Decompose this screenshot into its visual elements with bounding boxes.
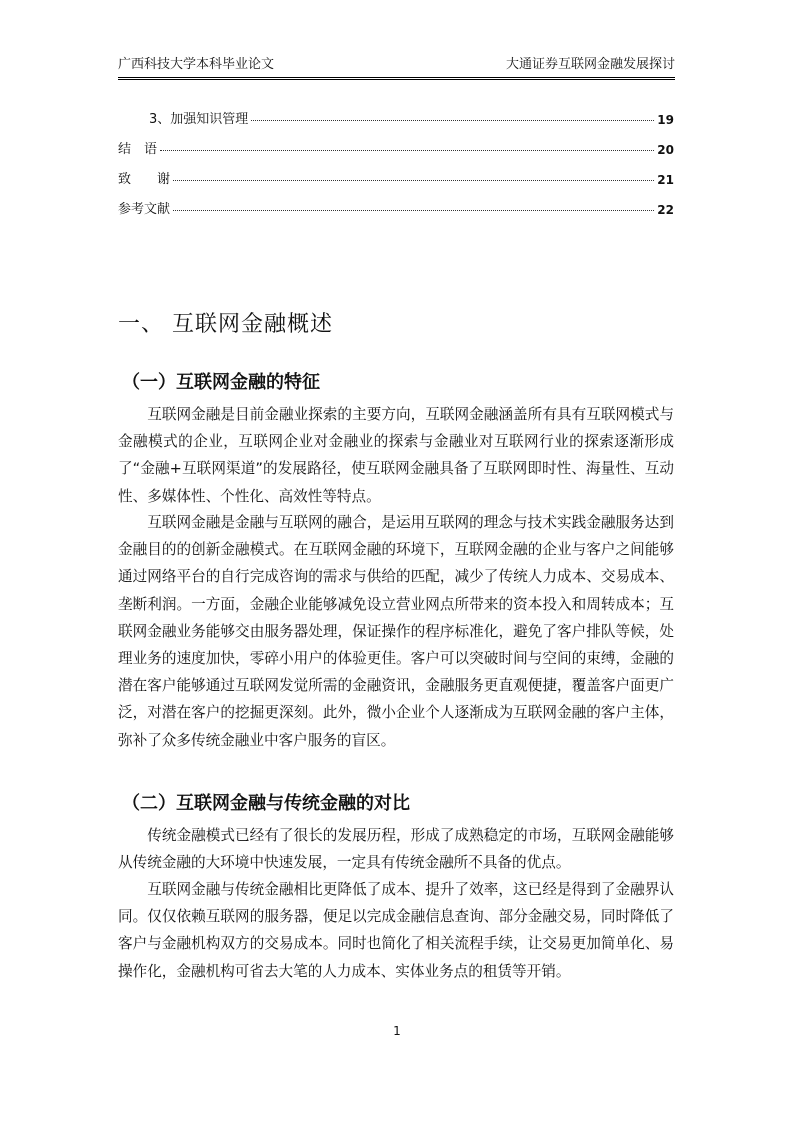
- toc-entry-label: 3、加强知识管理: [149, 112, 249, 127]
- section-heading: （一）互联网金融的特征: [122, 372, 320, 393]
- toc-entry-page: 20: [657, 143, 674, 157]
- body-paragraph: 互联网金融与传统金融相比更降低了成本、提升了效率，这已经是得到了金融界认同。仅仅依赖互联网的服务器，便足以完成金融信息查询、部分金融交易，同时降低了客户与金融机构双方的交易成本。同时也简化了相关流程手续，让交易更加简单化、易操作化，金融机构可省去大笔的人力成本、实体业务点的租赁等开销。: [118, 881, 674, 980]
- toc-entry-page: 19: [657, 113, 674, 127]
- toc-leader-dots: [160, 150, 654, 151]
- section-heading: （二）互联网金融与传统金融的对比: [122, 793, 410, 814]
- toc-leader-dots: [173, 180, 654, 181]
- toc-entry-label: 致 谢: [118, 172, 171, 187]
- toc-entry[interactable]: [118, 127, 674, 157]
- header-right-text: 大通证券互联网金融发展探讨: [505, 57, 675, 72]
- body-paragraph: 传统金融模式已经有了很长的发展历程，形成了成熟稳定的市场，互联网金融能够从传统金融的大环境中快速发展，一定具有传统金融所不具备的优点。: [118, 827, 674, 872]
- toc-entry[interactable]: [118, 97, 674, 127]
- toc-entry-label: 参考文献: [118, 202, 171, 217]
- header-rule: [118, 77, 675, 78]
- body-paragraph: 互联网金融是目前金融业探索的主要方向，互联网金融涵盖所有具有互联网模式与金融模式的企业，互联网企业对金融业的探索与金融业对互联网行业的探索逐渐形成了“金融+互联网渠道”的发展路径，使互联网金融具备了互联网即时性、海量性、互动性、多媒体性、个性化、高效性等特点。: [118, 406, 674, 505]
- header-rule-secondary: [118, 79, 675, 80]
- page-header: [118, 54, 675, 76]
- toc-leader-dots: [251, 120, 654, 121]
- body-paragraph: 互联网金融是金融与互联网的融合，是运用互联网的理念与技术实践金融服务达到金融目的的创新金融模式。在互联网金融的环境下，互联网金融的企业与客户之间能够通过网络平台的自行完成咨询的需求与供给的匹配，减少了传统人力成本、交易成本、垄断利润。一方面，金融企业能够减免设立营业网点所带来的资本投入和周转成本；互联网金融业务能够交由服务器处理，保证操作的程序标准化，避免了客户排队等候，处理业务的速度加快，零碎小用户的体验更佳。客户可以突破时间与空间的束缚，金融的潜在客户能够通过互联网发觉所需的金融资讯，金融服务更直观便捷，覆盖客户面更广泛，对潜在客户的挖掘更深刻。此外，微小企业个人逐渐成为互联网金融的客户主体，弥补了众多传统金融业中客户服务的盲区。: [118, 514, 674, 749]
- header-left-text: 广西科技大学本科毕业论文: [118, 57, 275, 72]
- toc-entry[interactable]: [118, 157, 674, 187]
- page-number: 1: [393, 1024, 401, 1038]
- toc-leader-dots: [173, 210, 654, 211]
- toc-entry-page: 21: [657, 173, 674, 187]
- table-of-contents: [118, 97, 674, 217]
- toc-entry-label: 结 语: [118, 142, 158, 157]
- chapter-title: 一、 互联网金融概述: [118, 312, 333, 337]
- toc-entry[interactable]: [118, 187, 674, 217]
- toc-entry-page: 22: [657, 203, 674, 217]
